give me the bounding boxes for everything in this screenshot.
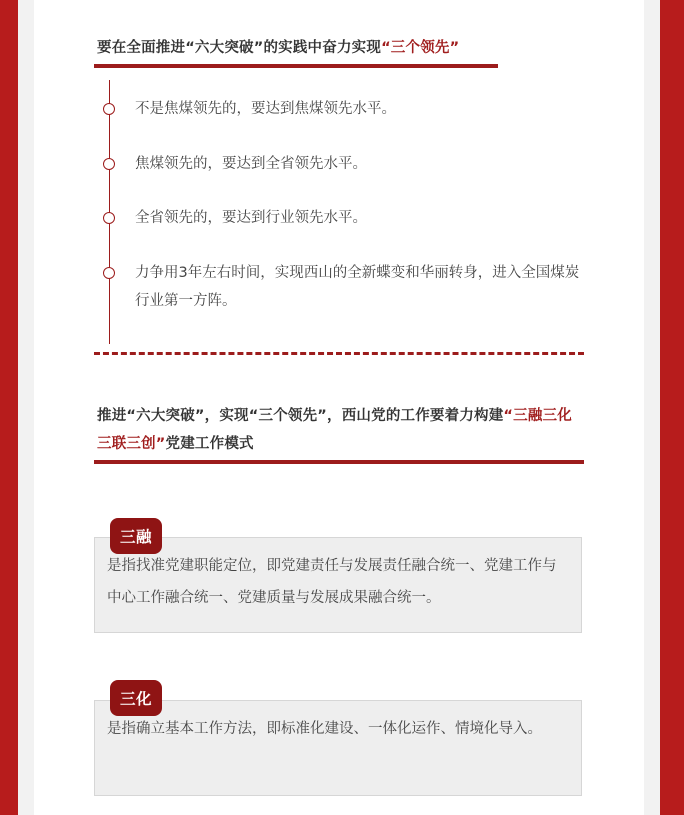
card-text: 是指找准党建职能定位，即党建责任与发展责任融合统一、党建工作与中心工作融合统一、党建质量与发展成果融合统一。: [107, 558, 557, 606]
left-red-border: [0, 0, 18, 815]
timeline-dot-icon: [103, 212, 115, 224]
card-badge: 三化: [110, 680, 162, 716]
section2-heading-underline: [94, 460, 584, 464]
card-san-hua: [94, 700, 582, 796]
card-text: 是指确立基本工作方法，即标准化建设、一体化运作、情境化导入。: [107, 721, 542, 737]
timeline-item: 力争用3年左右时间，实现西山的全新蝶变和华丽转身，进入全国煤炭行业第一方阵。: [135, 265, 580, 309]
timeline-dot-icon: [103, 103, 115, 115]
section1-heading-underline: [94, 64, 498, 68]
section1-heading-prefix: 要在全面推进“六大突破”的实践中奋力实现: [97, 40, 382, 56]
section1-heading-highlight: “三个领先”: [381, 40, 460, 56]
section2-heading-prefix: 推进“六大突破”，实现“三个领先”，西山党的工作要着力构建: [97, 408, 504, 424]
timeline-item: 全省领先的，要达到行业领先水平。: [135, 210, 367, 226]
section2-heading-suffix: 党建工作模式: [165, 436, 254, 452]
left-gray-border: [18, 0, 34, 815]
section2-heading-highlight: “三融三化三联三创”: [97, 408, 572, 452]
timeline-item: 不是焦煤领先的，要达到焦煤领先水平。: [135, 101, 396, 117]
card-san-rong: [94, 537, 582, 633]
right-gray-border: [644, 0, 660, 815]
timeline-dot-icon: [103, 267, 115, 279]
section-divider: [94, 352, 584, 355]
timeline-dot-icon: [103, 158, 115, 170]
timeline-item: 焦煤领先的，要达到全省领先水平。: [135, 156, 367, 172]
right-red-border: [660, 0, 684, 815]
card-badge: 三融: [110, 518, 162, 554]
section2-heading: [97, 402, 577, 458]
section1-heading: [97, 36, 459, 57]
